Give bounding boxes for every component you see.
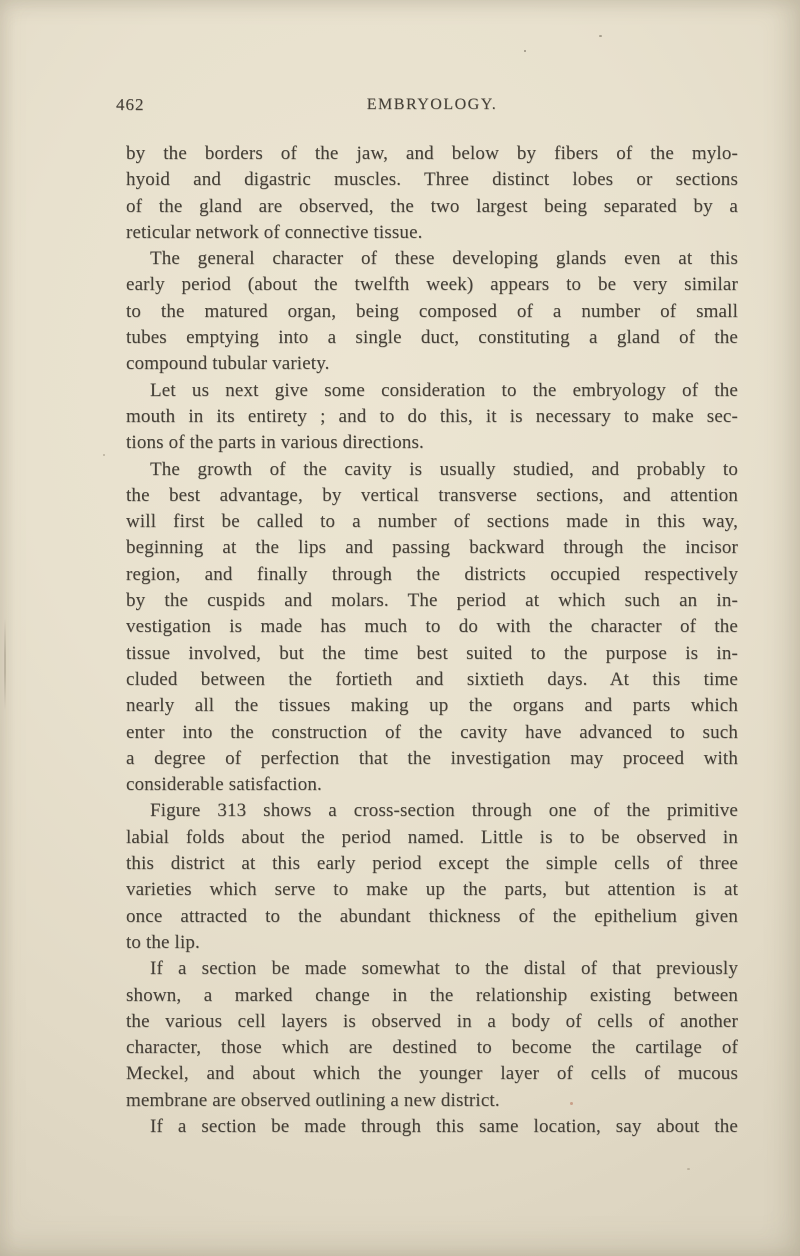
paper-speck <box>524 50 526 52</box>
text-line: tions of the parts in various directions. <box>126 432 424 454</box>
text-line: nearly all the tissues making up the organs and parts which <box>126 695 738 717</box>
text-line: once attracted to the abundant thickness of the epithelium given <box>126 905 738 927</box>
text-line: If a section be made through this same location, say about the <box>150 1115 738 1137</box>
text-line: Let us next give some consideration to the embryology of the <box>150 379 738 401</box>
text-line: early period (about the twelfth week) appears to be very similar <box>126 274 738 296</box>
text-line: by the borders of the jaw, and below by fibers of the mylo- <box>126 143 738 164</box>
text-line: tubes emptying into a single duct, constituting a gland of the <box>126 327 738 349</box>
text-line: the various cell layers is observed in a body of cells of another <box>126 1010 738 1032</box>
text-line: mouth in its entirety ; and to do this, it is necessary to make sec- <box>126 405 738 427</box>
text-line: this district at this early period except the simple cells of three <box>126 853 738 875</box>
text-line: considerable satisfaction. <box>126 774 322 796</box>
text-line: of the gland are observed, the two largest being separated by a <box>126 195 738 217</box>
text-line: If a section be made somewhat to the distal of that previously <box>150 958 738 980</box>
text-line: The growth of the cavity is usually studied, and probably to <box>150 458 738 480</box>
text-line: hyoid and digastric muscles. Three distinct lobes or sections <box>126 169 738 191</box>
text-line: labial folds about the period named. Little is to be observed in <box>126 826 738 848</box>
text-line: Meckel, and about which the younger layer of cells of mucous <box>126 1063 738 1085</box>
text-line: reticular network of connective tissue. <box>126 221 423 243</box>
text-line: Figure 313 shows a cross-section through one of the primitive <box>150 800 738 822</box>
paper-speck <box>599 35 602 37</box>
text-line: enter into the construction of the cavity have advanced to such <box>126 721 738 743</box>
text-line: shown, a marked change in the relationship existing between <box>126 984 738 1006</box>
text-line: will first be called to a number of sections made in this way, <box>126 511 738 533</box>
text-line: the best advantage, by vertical transverse sections, and attention <box>126 484 738 506</box>
text-line: compound tubular variety. <box>126 353 330 375</box>
text-line: varieties which serve to make up the parts, but attention is at <box>126 879 738 901</box>
text-line: by the cuspids and molars. The period at which such an in- <box>126 590 738 612</box>
text-line: to the matured organ, being composed of a number of small <box>126 300 738 322</box>
text-line: membrane are observed outlining a new district. <box>126 1089 500 1111</box>
text-line: cluded between the fortieth and sixtieth days. At this time <box>126 668 738 690</box>
paper-speck <box>687 1168 690 1170</box>
paper-crease <box>4 618 6 710</box>
text-line: tissue involved, but the time best suited to the purpose is in- <box>126 642 738 664</box>
text-line: The general character of these developing glands even at this <box>150 248 738 270</box>
text-line: vestigation is made has much to do with the character of the <box>126 616 738 638</box>
running-header: EMBRYOLOGY. <box>366 96 498 113</box>
text-line: to the lip. <box>126 931 200 953</box>
text-line: beginning at the lips and passing backward through the incisor <box>126 537 738 559</box>
text-line: a degree of perfection that the investigation may proceed with <box>126 747 738 769</box>
page-text-block <box>126 141 738 1140</box>
paper-speck <box>103 454 105 456</box>
page-number: 462 <box>116 95 145 114</box>
text-line: character, those which are destined to become the cartilage of <box>126 1037 738 1059</box>
text-line: region, and finally through the districts occupied respectively <box>126 563 738 585</box>
